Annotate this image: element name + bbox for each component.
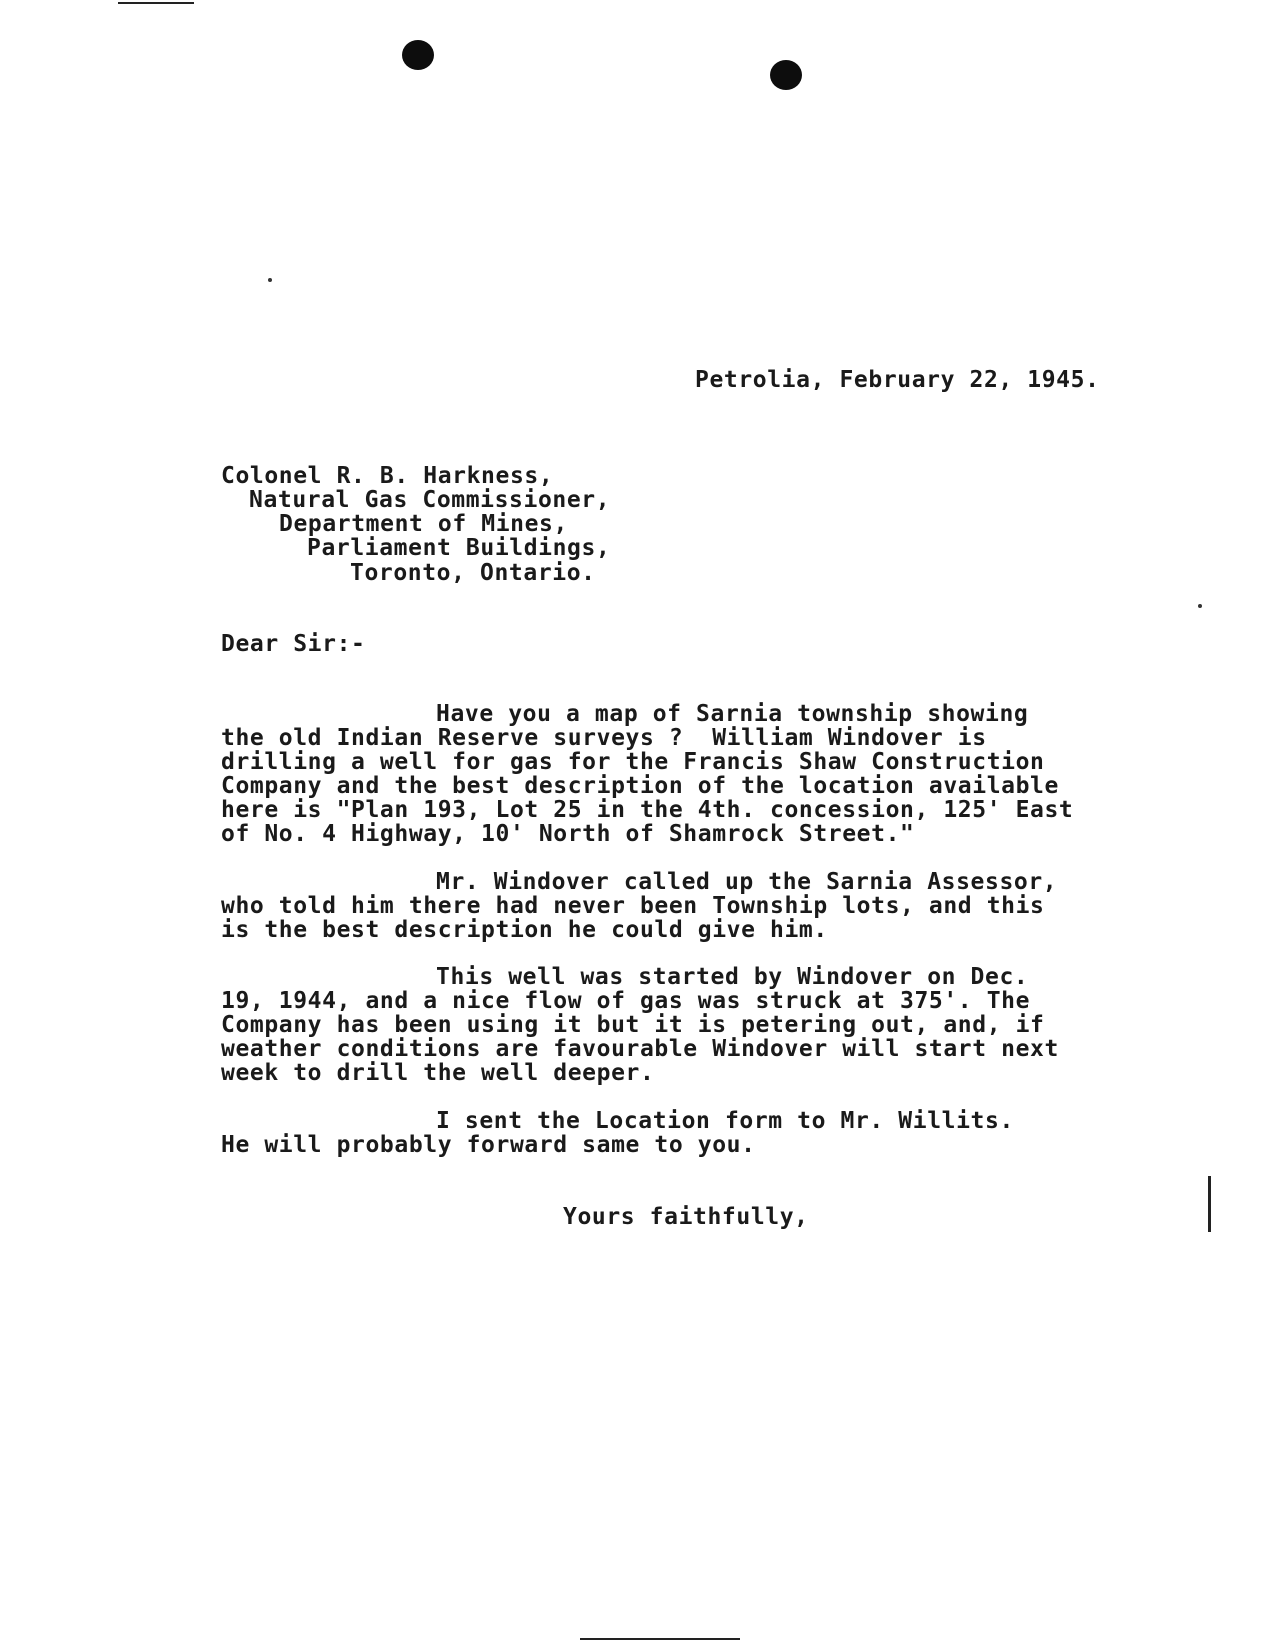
body-line: Mr. Windover called up the Sarnia Assessor, xyxy=(436,869,1058,895)
address-line-department: Department of Mines, xyxy=(279,511,568,537)
body-line: of No. 4 Highway, 10' North of Shamrock Street." xyxy=(221,821,915,847)
address-line-title: Natural Gas Commissioner, xyxy=(249,487,611,513)
body-line: This well was started by Windover on Dec. xyxy=(436,964,1029,990)
letter-date: Petrolia, February 22, 1945. xyxy=(695,367,1100,393)
address-line-name: Colonel R. B. Harkness, xyxy=(221,463,554,489)
closing: Yours faithfully, xyxy=(563,1204,809,1230)
scan-edge-line-top xyxy=(118,2,194,4)
body-line: Company has been using it but it is petering out, and, if xyxy=(221,1012,1045,1038)
body-line: drilling a well for gas for the Francis Shaw Construction xyxy=(221,749,1045,775)
body-line: who told him there had never been Township lots, and this xyxy=(221,893,1045,919)
scan-edge-line-bottom xyxy=(580,1638,740,1640)
address-line-city: Toronto, Ontario. xyxy=(350,560,596,586)
hole-punch-left xyxy=(402,40,434,70)
body-line: is the best description he could give him. xyxy=(221,917,828,943)
body-line: weather conditions are favourable Windover will start next xyxy=(221,1036,1059,1062)
body-line: I sent the Location form to Mr. Willits. xyxy=(436,1108,1014,1134)
scan-edge-line-right xyxy=(1208,1176,1211,1232)
scan-speck xyxy=(268,278,272,282)
salutation: Dear Sir:- xyxy=(221,631,366,657)
body-line: Company and the best description of the location available xyxy=(221,773,1059,799)
body-line: He will probably forward same to you. xyxy=(221,1132,756,1158)
hole-punch-right xyxy=(770,60,802,90)
body-line: here is "Plan 193, Lot 25 in the 4th. concession, 125' East xyxy=(221,797,1074,823)
address-line-building: Parliament Buildings, xyxy=(307,535,611,561)
body-line: week to drill the well deeper. xyxy=(221,1060,655,1086)
body-line: the old Indian Reserve surveys ? William Windover is xyxy=(221,725,987,751)
scan-speck xyxy=(1198,604,1202,608)
body-line: Have you a map of Sarnia township showing xyxy=(436,701,1029,727)
body-line: 19, 1944, and a nice flow of gas was struck at 375'. The xyxy=(221,988,1031,1014)
